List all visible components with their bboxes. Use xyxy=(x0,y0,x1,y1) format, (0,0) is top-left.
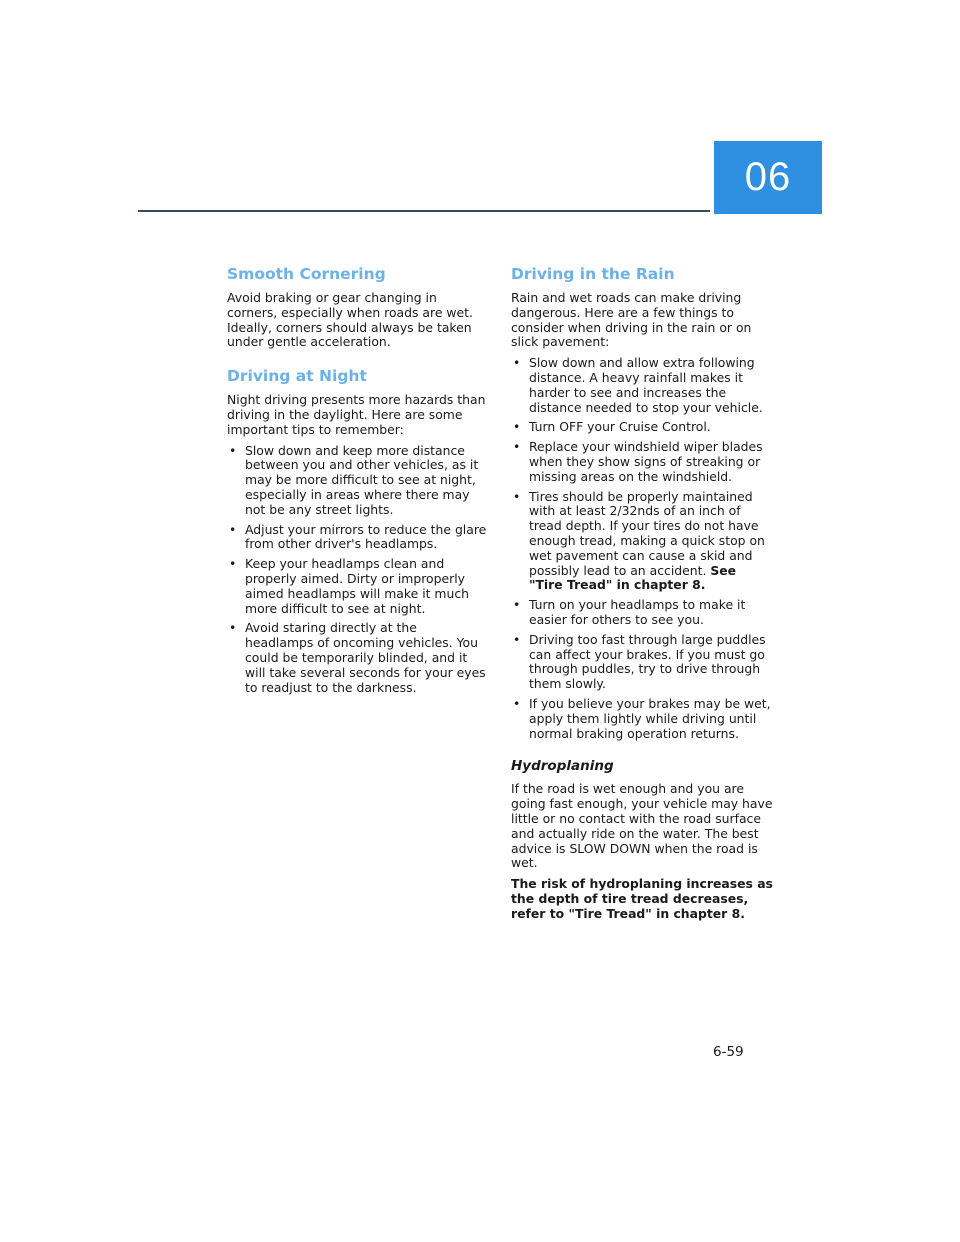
list-item: • Avoid staring directly at the headlamps of oncoming vehicles. You could be temporarily blinded, and it will take several seconds for your eyes to readjust to the darkness. xyxy=(229,620,486,695)
list-item: • Replace your windshield wiper blades when they show signs of streaking or missing areas on the windshield. xyxy=(513,439,763,484)
list-item-text: Slow down and keep more distance between you and other vehicles, as it may be more difficult to see at night, especially in areas where there may not be any street lights. xyxy=(245,442,479,517)
list-item: • Keep your headlamps clean and properly aimed. Dirty or improperly aimed headlamps will make it much more difficult to see at night. xyxy=(229,556,470,616)
chapter-number: 06 xyxy=(744,155,792,199)
rain-tips-list xyxy=(511,356,773,741)
chapter-tab xyxy=(714,141,822,214)
list-item: • Driving too fast through large puddles can affect your brakes. If you must go through puddles, try to drive through them slowly. xyxy=(513,631,766,692)
list-item-text: Adjust your mirrors to reduce the glare from other driver's headlamps. xyxy=(245,521,487,552)
list-item-text: Avoid staring directly at the headlamps of oncoming vehicles. You could be temporarily blinded, and it will take several seconds for your eyes to readjust to the darkness. xyxy=(245,620,486,695)
header-divider xyxy=(138,210,710,212)
right-column xyxy=(511,264,773,927)
list-item-text: If you believe your brakes may be wet, apply them lightly while driving until normal braking operation returns. xyxy=(529,695,771,741)
list-item-text: Replace your windshield wiper blades when they show signs of streaking or missing areas on the windshield. xyxy=(529,439,763,484)
page-number: 6-59 xyxy=(713,1044,744,1060)
list-item: • Slow down and keep more distance between you and other vehicles, as it may be more difficult to see at night, especially in areas where there may not be any street lights. xyxy=(229,442,479,517)
night-tips-list xyxy=(227,444,489,696)
list-item-text: Driving too fast through large puddles can affect your brakes. If you must go through puddles, try to drive through them slowly. xyxy=(529,631,766,692)
list-item: • Adjust your mirrors to reduce the glare from other driver's headlamps. xyxy=(229,521,487,552)
list-item-text: Turn on your headlamps to make it easier for others to see you. xyxy=(529,597,746,627)
hydroplaning-heading: Hydroplaning xyxy=(511,758,614,775)
tire-tread-reference: See "Tire Tread" in chapter 8. xyxy=(529,562,737,593)
hydroplaning-body: If the road is wet enough and you are going fast enough, your vehicle may have little or no contact with the road surface and actually ride on the water. The best advice is SLOW DOWN when the road is wet. xyxy=(511,781,773,871)
driving-in-rain-heading: Driving in the Rain xyxy=(511,265,675,283)
list-item-text: Slow down and allow extra following distance. A heavy rainfall makes it harder to see and increases the distance needed to stop your vehicle. xyxy=(529,355,763,415)
list-item-text: Turn OFF your Cruise Control. xyxy=(529,419,711,435)
smooth-cornering-heading: Smooth Cornering xyxy=(227,265,386,283)
list-item: • Tires should be properly maintained with at least 2/32nds of an inch of tread depth. If your tires do not have enough tread, making a quick stop on wet pavement can cause a skid and possibly lead to an accident. See "Tire Tread" in chapter 8. xyxy=(513,488,765,593)
smooth-cornering-body: Avoid braking or gear changing in corners, especially when roads are wet. Ideally, corners should always be taken under gentle acceleration. xyxy=(227,290,473,350)
list-item: • Turn OFF your Cruise Control. xyxy=(513,419,711,435)
list-item: • Turn on your headlamps to make it easier for others to see you. xyxy=(513,597,746,627)
list-item-text: Keep your headlamps clean and properly aimed. Dirty or improperly aimed headlamps will make it much more difficult to see at night. xyxy=(245,556,470,616)
list-item-text: Tires should be properly maintained with at least 2/32nds of an inch of tread depth. If your tires do not have enough tread, making a quick stop on wet pavement can cause a skid and possibly lead to an accident. xyxy=(529,488,765,578)
left-column xyxy=(227,264,489,700)
list-item: • If you believe your brakes may be wet, apply them lightly while driving until normal braking operation returns. xyxy=(513,695,771,741)
driving-at-night-intro: Night driving presents more hazards than driving in the daylight. Here are some important tips to remember: xyxy=(227,392,486,437)
driving-at-night-heading: Driving at Night xyxy=(227,367,367,386)
list-item: • Slow down and allow extra following distance. A heavy rainfall makes it harder to see and increases the distance needed to stop your vehicle. xyxy=(513,355,763,415)
hydroplaning-warning: The risk of hydroplaning increases as the depth of tire tread decreases, refer to "Tire Tread" in chapter 8. xyxy=(511,876,773,921)
driving-in-rain-intro: Rain and wet roads can make driving dangerous. Here are a few things to consider when driving in the rain or on slick pavement: xyxy=(511,290,752,350)
